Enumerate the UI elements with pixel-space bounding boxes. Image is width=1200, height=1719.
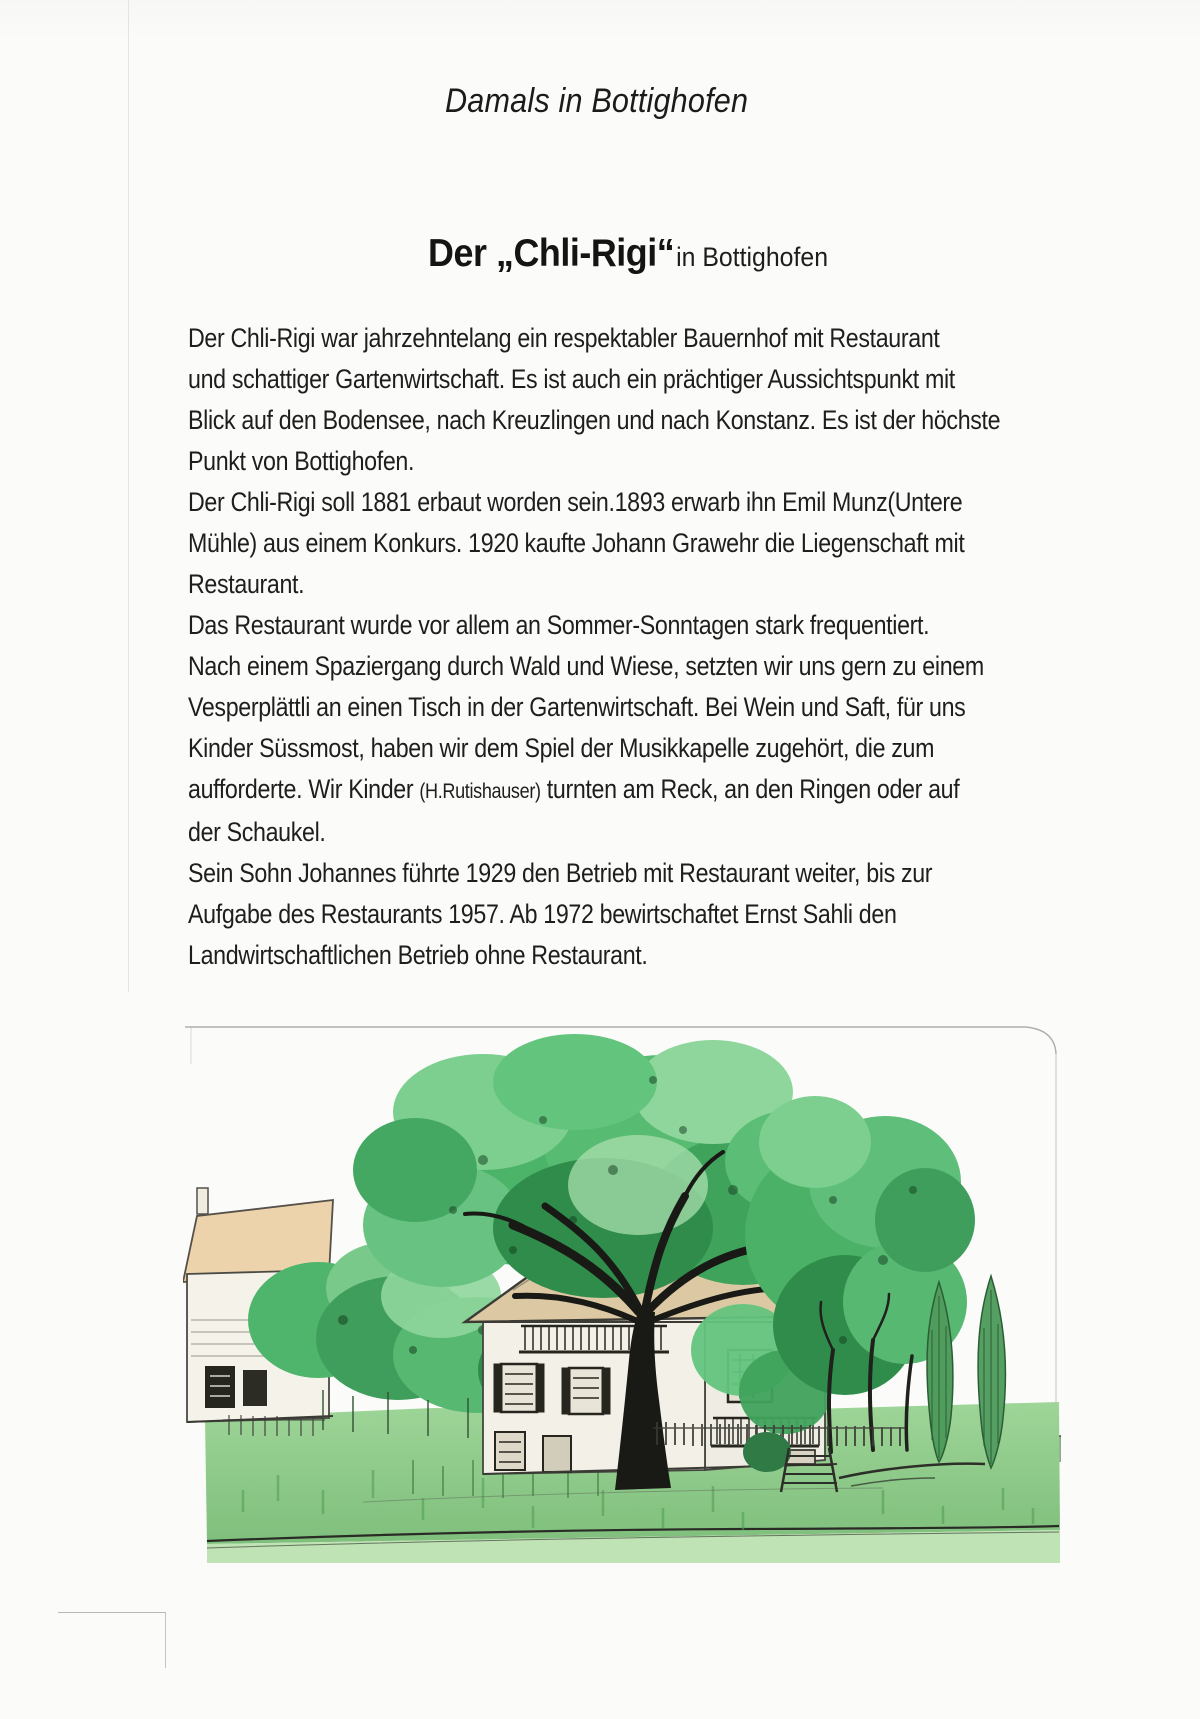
body-text xyxy=(188,318,1048,976)
scan-edge-artifact xyxy=(128,0,129,992)
body-line xyxy=(188,523,1048,564)
page-title: Damals in Bottighofen xyxy=(445,82,749,120)
body-line-segment: Der Chli-Rigi soll 1881 erbaut worden sein.1893 erwarb ihn Emil Munz(Untere xyxy=(188,487,963,517)
body-line xyxy=(188,687,1048,728)
body-line-segment: Landwirtschaftlichen Betrieb ohne Restaurant. xyxy=(188,940,648,970)
section-heading-suffix: in Bottighofen xyxy=(676,242,829,272)
body-line-segment: aufforderte. Wir Kinder xyxy=(188,774,420,804)
body-line xyxy=(188,935,1048,976)
body-line xyxy=(188,564,1048,605)
body-line xyxy=(188,400,1048,441)
scan-shadow xyxy=(0,0,1200,40)
body-line-segment: Sein Sohn Johannes führte 1929 den Betrieb mit Restaurant weiter, bis zur xyxy=(188,858,933,888)
body-line xyxy=(188,853,1048,894)
body-line xyxy=(188,646,1048,687)
body-line-segment: Restaurant. xyxy=(188,569,305,599)
body-line-segment: Aufgabe des Restaurants 1957. Ab 1972 bewirtschaftet Ernst Sahli den xyxy=(188,899,897,929)
body-line-segment: Nach einem Spaziergang durch Wald und Wiese, setzten wir uns gern zu einem xyxy=(188,651,984,681)
body-line-segment: Das Restaurant wurde vor allem an Sommer-Sonntagen stark frequentiert. xyxy=(188,610,930,640)
body-line-segment: Mühle) aus einem Konkurs. 1920 kaufte Johann Grawehr die Liegenschaft mit xyxy=(188,528,965,558)
body-line-segment: Blick auf den Bodensee, nach Kreuzlingen und nach Konstanz. Es ist der höchste xyxy=(188,405,1001,435)
body-line xyxy=(188,605,1048,646)
body-line-segment: turnten am Reck, an den Ringen oder auf xyxy=(540,774,960,804)
body-line-segment: und schattiger Gartenwirtschaft. Es ist auch ein prächtiger Aussichtspunkt mit xyxy=(188,364,955,394)
body-line xyxy=(188,441,1048,482)
body-line-segment: Punkt von Bottighofen. xyxy=(188,446,415,476)
body-line xyxy=(188,359,1048,400)
body-line-segment: Vesperplättli an einen Tisch in der Gartenwirtschaft. Bei Wein und Saft, für uns xyxy=(188,692,966,722)
section-heading xyxy=(428,232,828,276)
scan-artifact-box xyxy=(58,1612,166,1668)
body-line xyxy=(188,728,1048,769)
body-line-segment: Kinder Süssmost, haben wir dem Spiel der Musikkapelle zugehört, die zum xyxy=(188,733,935,763)
body-line xyxy=(188,769,1048,812)
illustration xyxy=(183,1020,1068,1565)
body-line xyxy=(188,812,1048,853)
body-line xyxy=(188,482,1048,523)
body-line-segment: Der Chli-Rigi war jahrzehntelang ein respektabler Bauernhof mit Restaurant xyxy=(188,323,940,353)
section-heading-main: Der „Chli-Rigi“ xyxy=(428,232,675,275)
body-line-segment: der Schaukel. xyxy=(188,817,326,847)
body-line xyxy=(188,894,1048,935)
body-line xyxy=(188,318,1048,359)
illustration-drawing xyxy=(183,1020,1068,1565)
body-line-small-segment: (H.Rutishauser) xyxy=(419,780,541,803)
